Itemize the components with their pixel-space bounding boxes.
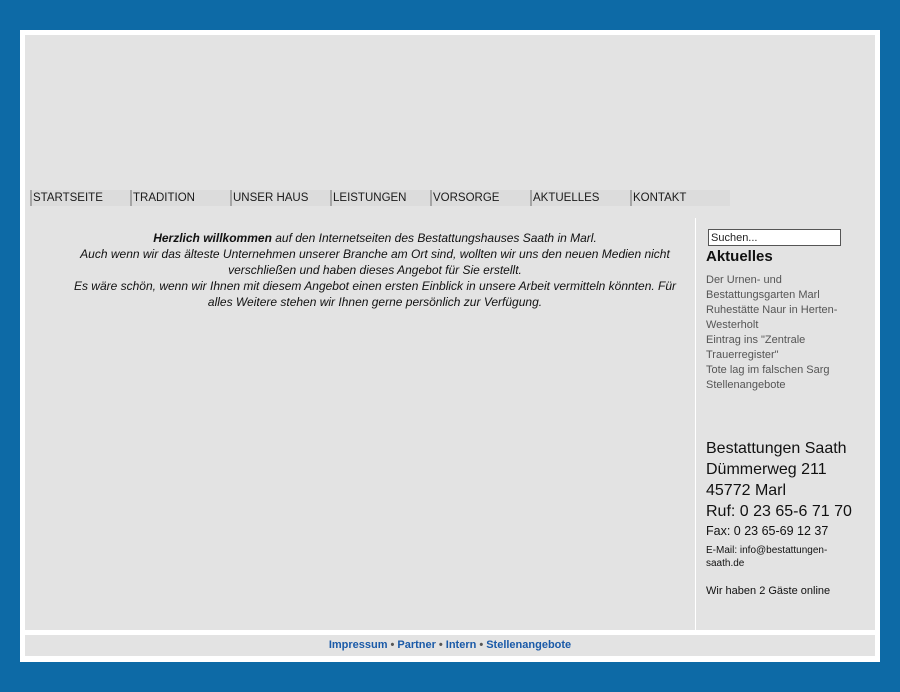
nav-item-leistungen[interactable] bbox=[330, 190, 430, 206]
news-link[interactable]: Eintrag ins "Zentrale Trauerregister" bbox=[706, 334, 806, 361]
welcome-line bbox=[70, 230, 680, 246]
welcome-rest: auf den Internetseiten des Bestattungshauses Saath in Marl. bbox=[271, 231, 597, 245]
nav-item-tradition[interactable] bbox=[130, 190, 230, 206]
news-link[interactable]: Tote lag im falschen Sarg bbox=[706, 364, 830, 376]
news-link[interactable]: Der Urnen- und Bestattungsgarten Marl bbox=[706, 274, 820, 301]
news-link[interactable]: Ruhestätte Naur in Herten-Westerholt bbox=[706, 304, 838, 331]
separator: • bbox=[479, 639, 484, 651]
footer-link-impressum[interactable]: Impressum bbox=[328, 639, 388, 651]
footer-link-partner[interactable]: Partner bbox=[397, 639, 436, 651]
main-navigation bbox=[30, 190, 730, 208]
news-list bbox=[706, 273, 846, 393]
company-name: Bestattungen Saath bbox=[706, 440, 847, 457]
phone: Ruf: 0 23 65-6 71 70 bbox=[706, 503, 852, 520]
news-link[interactable]: Stellenangebote bbox=[706, 379, 786, 391]
footer-link-stellenangebote[interactable]: Stellenangebote bbox=[486, 639, 572, 651]
contact-address bbox=[706, 438, 866, 522]
nav-item-vorsorge[interactable] bbox=[430, 190, 530, 206]
nav-label: LEISTUNGEN bbox=[333, 192, 407, 204]
nav-item-aktuelles[interactable] bbox=[530, 190, 630, 206]
news-heading: Aktuelles bbox=[706, 248, 773, 265]
footer-link-intern[interactable]: Intern bbox=[445, 639, 477, 651]
welcome-bold: Herzlich willkommen bbox=[153, 231, 272, 245]
nav-label: UNSER HAUS bbox=[233, 192, 309, 204]
page-frame bbox=[20, 30, 880, 662]
nav-item-startseite[interactable] bbox=[30, 190, 130, 206]
nav-item-unser-haus[interactable] bbox=[230, 190, 330, 206]
separator: • bbox=[438, 639, 443, 651]
nav-label: TRADITION bbox=[133, 192, 195, 204]
fax: Fax: 0 23 65-69 12 37 bbox=[706, 524, 829, 538]
footer bbox=[25, 635, 875, 656]
intro-paragraph-2: Auch wenn wir das älteste Unternehmen unserer Branche am Ort sind, wollten wir uns den neuen Medien nicht verschließen und haben dieses Angebot für Sie erstellt. bbox=[80, 247, 670, 277]
nav-label: STARTSEITE bbox=[33, 192, 103, 204]
nav-label: KONTAKT bbox=[633, 192, 687, 204]
separator: • bbox=[390, 639, 395, 651]
guests-online: Wir haben 2 Gäste online bbox=[706, 585, 831, 597]
city: 45772 Marl bbox=[706, 482, 787, 499]
nav-label: VORSORGE bbox=[433, 192, 500, 204]
intro-text bbox=[70, 230, 680, 310]
intro-paragraph-3: Es wäre schön, wenn wir Ihnen mit diesem Angebot einen ersten Einblick in unsere Arbeit vermitteln könnten. Für alles Weitere stehen wir Ihnen gerne persönlich zur Verfügung. bbox=[73, 279, 677, 309]
street: Dümmerweg 211 bbox=[706, 461, 827, 478]
main-panel bbox=[25, 35, 875, 630]
nav-item-kontakt[interactable] bbox=[630, 190, 730, 206]
search-input[interactable] bbox=[708, 229, 841, 246]
nav-label: AKTUELLES bbox=[533, 192, 600, 204]
email: E-Mail: info@bestattungen-saath.de bbox=[706, 545, 828, 569]
column-divider bbox=[695, 218, 696, 630]
